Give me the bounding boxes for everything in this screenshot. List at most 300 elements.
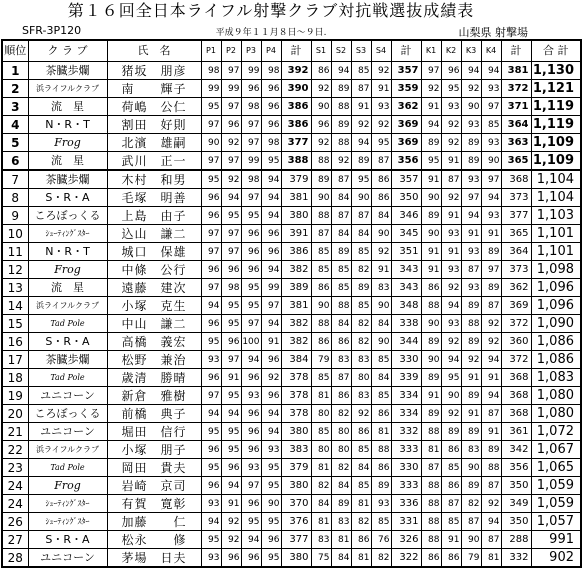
score-k-cell: 92 <box>441 134 461 152</box>
rank-cell: 24 <box>2 495 28 513</box>
score-s-cell: 85 <box>311 243 331 261</box>
s-total-cell: 343 <box>391 261 421 279</box>
score-s-cell: 85 <box>311 423 331 441</box>
score-s-cell: 90 <box>311 297 331 315</box>
name-cell: 加藤 仁 <box>107 513 201 531</box>
table-row <box>2 279 581 297</box>
club-cell: N・R・T <box>28 243 107 261</box>
s-total-cell: 369 <box>391 134 421 152</box>
score-k-cell: 85 <box>441 513 461 531</box>
score-k-cell: 94 <box>481 513 501 531</box>
header-p2: P2 <box>221 40 241 62</box>
table-row <box>2 513 581 531</box>
club-cell: ユニコーン <box>28 549 107 568</box>
score-k-cell: 89 <box>421 405 441 423</box>
rank-cell: 1 <box>2 62 28 80</box>
score-s-cell: 89 <box>331 495 351 513</box>
score-p-cell: 97 <box>201 279 221 297</box>
s-total-cell: 344 <box>391 333 421 351</box>
club-cell: 茶臓歩爛 <box>28 351 107 369</box>
p-total-cell: 379 <box>281 170 311 189</box>
score-p-cell: 95 <box>201 333 221 351</box>
k-total-cell: 349 <box>501 495 531 513</box>
score-k-cell: 88 <box>421 531 441 549</box>
score-s-cell: 79 <box>311 351 331 369</box>
score-p-cell: 97 <box>241 477 261 495</box>
k-total-cell: 288 <box>501 531 531 549</box>
score-k-cell: 92 <box>441 333 461 351</box>
score-k-cell: 91 <box>481 423 501 441</box>
score-p-cell: 91 <box>261 333 281 351</box>
rank-cell: 21 <box>2 423 28 441</box>
score-s-cell: 85 <box>311 261 331 279</box>
score-p-cell: 97 <box>201 243 221 261</box>
score-s-cell: 83 <box>351 387 371 405</box>
rank-cell: 20 <box>2 405 28 423</box>
score-p-cell: 95 <box>241 279 261 297</box>
score-s-cell: 89 <box>351 279 371 297</box>
score-p-cell: 95 <box>201 98 221 116</box>
grand-total-cell: 902 <box>531 549 581 568</box>
score-k-cell: 92 <box>481 333 501 351</box>
score-k-cell: 92 <box>481 315 501 333</box>
score-p-cell: 92 <box>221 170 241 189</box>
score-p-cell: 97 <box>241 116 261 134</box>
score-s-cell: 91 <box>351 98 371 116</box>
score-p-cell: 98 <box>221 279 241 297</box>
score-p-cell: 94 <box>261 207 281 225</box>
header-club: ク ラ ブ <box>28 40 107 62</box>
s-total-cell: 350 <box>391 189 421 207</box>
score-p-cell: 92 <box>221 513 241 531</box>
score-k-cell: 94 <box>481 387 501 405</box>
score-p-cell: 95 <box>221 315 241 333</box>
p-total-cell: 377 <box>281 134 311 152</box>
score-k-cell: 89 <box>461 387 481 405</box>
name-cell: 前橋 典子 <box>107 405 201 423</box>
score-p-cell: 97 <box>241 134 261 152</box>
score-k-cell: 88 <box>421 477 441 495</box>
score-k-cell: 93 <box>481 80 501 98</box>
score-s-cell: 86 <box>371 189 391 207</box>
score-s-cell: 92 <box>351 405 371 423</box>
club-cell: ころぼっくる <box>28 207 107 225</box>
score-p-cell: 96 <box>201 315 221 333</box>
score-s-cell: 85 <box>371 351 391 369</box>
header-s-total: 計 <box>391 40 421 62</box>
score-s-cell: 91 <box>371 80 391 98</box>
grand-total-cell: 1,130 <box>531 62 581 80</box>
s-total-cell: 331 <box>391 513 421 531</box>
k-total-cell: 368 <box>501 369 531 387</box>
score-p-cell: 96 <box>241 423 261 441</box>
grand-total-cell: 1,090 <box>531 315 581 333</box>
score-s-cell: 93 <box>371 98 391 116</box>
table-row <box>2 189 581 207</box>
score-p-cell: 97 <box>221 243 241 261</box>
s-total-cell: 333 <box>391 441 421 459</box>
score-s-cell: 89 <box>331 116 351 134</box>
header-k-total: 計 <box>501 40 531 62</box>
score-k-cell: 94 <box>481 351 501 369</box>
score-s-cell: 89 <box>371 477 391 495</box>
score-s-cell: 82 <box>331 405 351 423</box>
club-cell: S・R・A <box>28 333 107 351</box>
score-k-cell: 83 <box>461 441 481 459</box>
club-cell: S・R・A <box>28 531 107 549</box>
k-total-cell: 373 <box>501 261 531 279</box>
score-p-cell: 96 <box>221 459 241 477</box>
score-s-cell: 89 <box>311 170 331 189</box>
s-total-cell: 345 <box>391 225 421 243</box>
club-cell: ｼｭｰﾃｨﾝｸﾞｽﾀｰ <box>28 225 107 243</box>
score-s-cell: 83 <box>331 351 351 369</box>
score-s-cell: 84 <box>311 495 331 513</box>
results-table <box>1 39 582 568</box>
name-cell: 堀田 信行 <box>107 423 201 441</box>
score-k-cell: 95 <box>441 80 461 98</box>
p-total-cell: 380 <box>281 423 311 441</box>
score-s-cell: 83 <box>331 513 351 531</box>
score-p-cell: 98 <box>261 62 281 80</box>
score-s-cell: 85 <box>351 243 371 261</box>
p-total-cell: 384 <box>281 351 311 369</box>
score-s-cell: 86 <box>331 387 351 405</box>
club-cell: Frog <box>28 477 107 495</box>
score-k-cell: 87 <box>481 297 501 315</box>
score-s-cell: 82 <box>371 549 391 568</box>
name-cell: 荷嶋 公仁 <box>107 98 201 116</box>
s-total-cell: 351 <box>391 243 421 261</box>
table-row <box>2 369 581 387</box>
rank-cell: 10 <box>2 225 28 243</box>
club-cell: 浜ライフルクラブ <box>28 80 107 98</box>
score-s-cell: 82 <box>331 459 351 477</box>
name-cell: 歳清 勝晴 <box>107 369 201 387</box>
s-total-cell: 330 <box>391 351 421 369</box>
k-total-cell: 360 <box>501 333 531 351</box>
score-p-cell: 96 <box>261 225 281 243</box>
p-total-cell: 380 <box>281 477 311 495</box>
s-total-cell: 356 <box>391 152 421 171</box>
table-row <box>2 549 581 568</box>
score-p-cell: 95 <box>241 207 261 225</box>
score-s-cell: 86 <box>311 333 331 351</box>
p-total-cell: 381 <box>281 297 311 315</box>
club-cell: ユニコーン <box>28 423 107 441</box>
score-s-cell: 88 <box>331 297 351 315</box>
score-s-cell: 81 <box>351 495 371 513</box>
score-s-cell: 84 <box>331 189 351 207</box>
table-row <box>2 315 581 333</box>
rank-cell: 9 <box>2 207 28 225</box>
score-k-cell: 91 <box>481 369 501 387</box>
score-s-cell: 81 <box>371 423 391 441</box>
table-row <box>2 351 581 369</box>
table-row <box>2 405 581 423</box>
score-p-cell: 96 <box>261 351 281 369</box>
score-p-cell: 94 <box>241 531 261 549</box>
table-row <box>2 423 581 441</box>
score-p-cell: 97 <box>241 315 261 333</box>
score-k-cell: 92 <box>481 495 501 513</box>
score-p-cell: 95 <box>241 513 261 531</box>
club-cell: 流 星 <box>28 279 107 297</box>
score-k-cell: 89 <box>461 297 481 315</box>
score-s-cell: 84 <box>331 225 351 243</box>
score-k-cell: 89 <box>461 477 481 495</box>
score-k-cell: 95 <box>421 152 441 171</box>
grand-total-cell: 1,119 <box>531 98 581 116</box>
name-cell: 小塚 克生 <box>107 297 201 315</box>
k-total-cell: 372 <box>501 80 531 98</box>
score-p-cell: 95 <box>261 459 281 477</box>
header-rank: 順位 <box>2 40 28 62</box>
score-p-cell: 98 <box>241 170 261 189</box>
score-s-cell: 92 <box>351 116 371 134</box>
rank-cell: 5 <box>2 134 28 152</box>
score-k-cell: 94 <box>441 297 461 315</box>
score-p-cell: 96 <box>241 369 261 387</box>
score-p-cell: 96 <box>261 243 281 261</box>
table-row <box>2 531 581 549</box>
score-k-cell: 88 <box>421 513 441 531</box>
score-p-cell: 96 <box>261 98 281 116</box>
header-grand-total: 合 計 <box>531 40 581 62</box>
name-cell: 高橋 義宏 <box>107 333 201 351</box>
score-p-cell: 95 <box>241 297 261 315</box>
score-s-cell: 92 <box>311 80 331 98</box>
score-s-cell: 94 <box>331 62 351 80</box>
table-row <box>2 207 581 225</box>
score-k-cell: 93 <box>461 116 481 134</box>
score-p-cell: 96 <box>201 207 221 225</box>
score-k-cell: 91 <box>441 243 461 261</box>
score-k-cell: 90 <box>421 315 441 333</box>
p-total-cell: 383 <box>281 441 311 459</box>
score-p-cell: 90 <box>261 495 281 513</box>
score-s-cell: 93 <box>371 495 391 513</box>
score-k-cell: 92 <box>421 80 441 98</box>
grand-total-cell: 1,109 <box>531 134 581 152</box>
name-cell: 毛塚 明善 <box>107 189 201 207</box>
k-total-cell: 365 <box>501 225 531 243</box>
score-s-cell: 84 <box>371 369 391 387</box>
score-s-cell: 88 <box>371 441 391 459</box>
score-k-cell: 93 <box>461 243 481 261</box>
score-k-cell: 97 <box>461 189 481 207</box>
score-p-cell: 94 <box>201 297 221 315</box>
score-s-cell: 90 <box>311 98 331 116</box>
score-k-cell: 86 <box>441 549 461 568</box>
grand-total-cell: 1,121 <box>531 80 581 98</box>
score-p-cell: 98 <box>201 62 221 80</box>
score-s-cell: 90 <box>371 297 391 315</box>
score-k-cell: 91 <box>461 369 481 387</box>
score-s-cell: 87 <box>331 369 351 387</box>
score-s-cell: 87 <box>311 225 331 243</box>
score-k-cell: 85 <box>441 459 461 477</box>
score-k-cell: 89 <box>461 423 481 441</box>
score-p-cell: 94 <box>261 315 281 333</box>
score-k-cell: 92 <box>441 279 461 297</box>
page-title: 第１６回全日本ライフル射撃クラブ対抗戦選抜成績表 <box>67 1 475 20</box>
score-k-cell: 90 <box>421 189 441 207</box>
score-p-cell: 95 <box>261 152 281 171</box>
table-row <box>2 387 581 405</box>
score-k-cell: 85 <box>481 116 501 134</box>
score-p-cell: 97 <box>201 152 221 171</box>
name-cell: 木村 和男 <box>107 170 201 189</box>
s-total-cell: 348 <box>391 297 421 315</box>
score-k-cell: 88 <box>421 495 441 513</box>
score-k-cell: 94 <box>481 62 501 80</box>
p-total-cell: 378 <box>281 369 311 387</box>
k-total-cell: 377 <box>501 207 531 225</box>
score-k-cell: 89 <box>461 333 481 351</box>
score-k-cell: 87 <box>481 477 501 495</box>
name-cell: 遠藤 建次 <box>107 279 201 297</box>
s-total-cell: 326 <box>391 531 421 549</box>
score-k-cell: 87 <box>481 531 501 549</box>
score-s-cell: 89 <box>351 152 371 171</box>
score-k-cell: 91 <box>441 152 461 171</box>
score-s-cell: 84 <box>371 315 391 333</box>
name-cell: 中條 公行 <box>107 261 201 279</box>
k-total-cell: 332 <box>501 549 531 568</box>
name-cell: 新倉 雅樹 <box>107 387 201 405</box>
score-s-cell: 83 <box>371 279 391 297</box>
score-p-cell: 96 <box>221 333 241 351</box>
rank-cell: 14 <box>2 297 28 315</box>
score-p-cell: 99 <box>241 62 261 80</box>
score-s-cell: 92 <box>371 243 391 261</box>
score-s-cell: 92 <box>331 152 351 171</box>
score-s-cell: 84 <box>351 225 371 243</box>
score-p-cell: 96 <box>261 387 281 405</box>
score-s-cell: 91 <box>371 261 391 279</box>
rank-cell: 17 <box>2 351 28 369</box>
score-s-cell: 85 <box>371 387 391 405</box>
grand-total-cell: 991 <box>531 531 581 549</box>
club-cell: Tad Pole <box>28 315 107 333</box>
s-total-cell: 359 <box>391 80 421 98</box>
score-p-cell: 96 <box>241 441 261 459</box>
score-s-cell: 86 <box>311 62 331 80</box>
s-total-cell: 343 <box>391 279 421 297</box>
rank-cell: 13 <box>2 279 28 297</box>
score-s-cell: 88 <box>331 134 351 152</box>
score-s-cell: 80 <box>331 423 351 441</box>
rank-cell: 16 <box>2 333 28 351</box>
event-date: 平成９年１１月８日～９日. <box>215 28 327 38</box>
club-cell: Frog <box>28 261 107 279</box>
score-k-cell: 89 <box>461 152 481 171</box>
k-total-cell: 368 <box>501 405 531 423</box>
score-k-cell: 87 <box>481 405 501 423</box>
score-s-cell: 85 <box>351 477 371 495</box>
score-p-cell: 92 <box>221 134 241 152</box>
score-s-cell: 81 <box>311 513 331 531</box>
score-p-cell: 96 <box>241 495 261 513</box>
score-p-cell: 96 <box>201 261 221 279</box>
club-cell: Tad Pole <box>28 459 107 477</box>
score-k-cell: 89 <box>421 333 441 351</box>
k-total-cell: 364 <box>501 116 531 134</box>
score-k-cell: 86 <box>421 279 441 297</box>
score-k-cell: 89 <box>421 134 441 152</box>
score-k-cell: 97 <box>481 170 501 189</box>
score-s-cell: 87 <box>331 207 351 225</box>
rank-cell: 28 <box>2 549 28 568</box>
s-total-cell: 336 <box>391 495 421 513</box>
p-total-cell: 381 <box>281 189 311 207</box>
grand-total-cell: 1,057 <box>531 513 581 531</box>
score-s-cell: 87 <box>351 207 371 225</box>
rank-cell: 4 <box>2 116 28 134</box>
score-k-cell: 90 <box>461 459 481 477</box>
k-total-cell: 373 <box>501 189 531 207</box>
grand-total-cell: 1,086 <box>531 333 581 351</box>
score-k-cell: 94 <box>461 207 481 225</box>
score-s-cell: 81 <box>351 549 371 568</box>
score-p-cell: 97 <box>221 351 241 369</box>
s-total-cell: 330 <box>391 459 421 477</box>
score-s-cell: 87 <box>331 170 351 189</box>
score-p-cell: 98 <box>241 98 261 116</box>
score-p-cell: 96 <box>241 243 261 261</box>
score-s-cell: 86 <box>371 459 391 477</box>
venue: 山梨県 射撃場 <box>458 26 528 39</box>
score-s-cell: 86 <box>351 531 371 549</box>
table-row <box>2 80 581 98</box>
score-p-cell: 93 <box>241 387 261 405</box>
p-total-cell: 376 <box>281 513 311 531</box>
score-s-cell: 88 <box>311 315 331 333</box>
score-s-cell: 88 <box>311 207 331 225</box>
score-p-cell: 95 <box>221 297 241 315</box>
score-s-cell: 86 <box>331 333 351 351</box>
s-total-cell: 369 <box>391 116 421 134</box>
score-p-cell: 93 <box>201 495 221 513</box>
score-s-cell: 94 <box>351 134 371 152</box>
score-p-cell: 97 <box>241 189 261 207</box>
name-cell: 松野 兼治 <box>107 351 201 369</box>
score-p-cell: 95 <box>201 423 221 441</box>
score-s-cell: 82 <box>351 261 371 279</box>
rank-cell: 2 <box>2 80 28 98</box>
score-p-cell: 96 <box>241 405 261 423</box>
header-s1: S1 <box>311 40 331 62</box>
name-cell: 城口 保雄 <box>107 243 201 261</box>
header-k4: K4 <box>481 40 501 62</box>
p-total-cell: 382 <box>281 261 311 279</box>
header-s3: S3 <box>351 40 371 62</box>
score-k-cell: 86 <box>441 477 461 495</box>
score-s-cell: 80 <box>311 405 331 423</box>
score-k-cell: 92 <box>461 351 481 369</box>
score-s-cell: 83 <box>351 351 371 369</box>
s-total-cell: 333 <box>391 477 421 495</box>
score-p-cell: 95 <box>201 170 221 189</box>
score-k-cell: 96 <box>441 62 461 80</box>
score-p-cell: 96 <box>261 531 281 549</box>
rank-cell: 8 <box>2 189 28 207</box>
score-s-cell: 90 <box>371 225 391 243</box>
k-total-cell: 372 <box>501 351 531 369</box>
score-k-cell: 94 <box>481 189 501 207</box>
score-p-cell: 97 <box>221 152 241 171</box>
